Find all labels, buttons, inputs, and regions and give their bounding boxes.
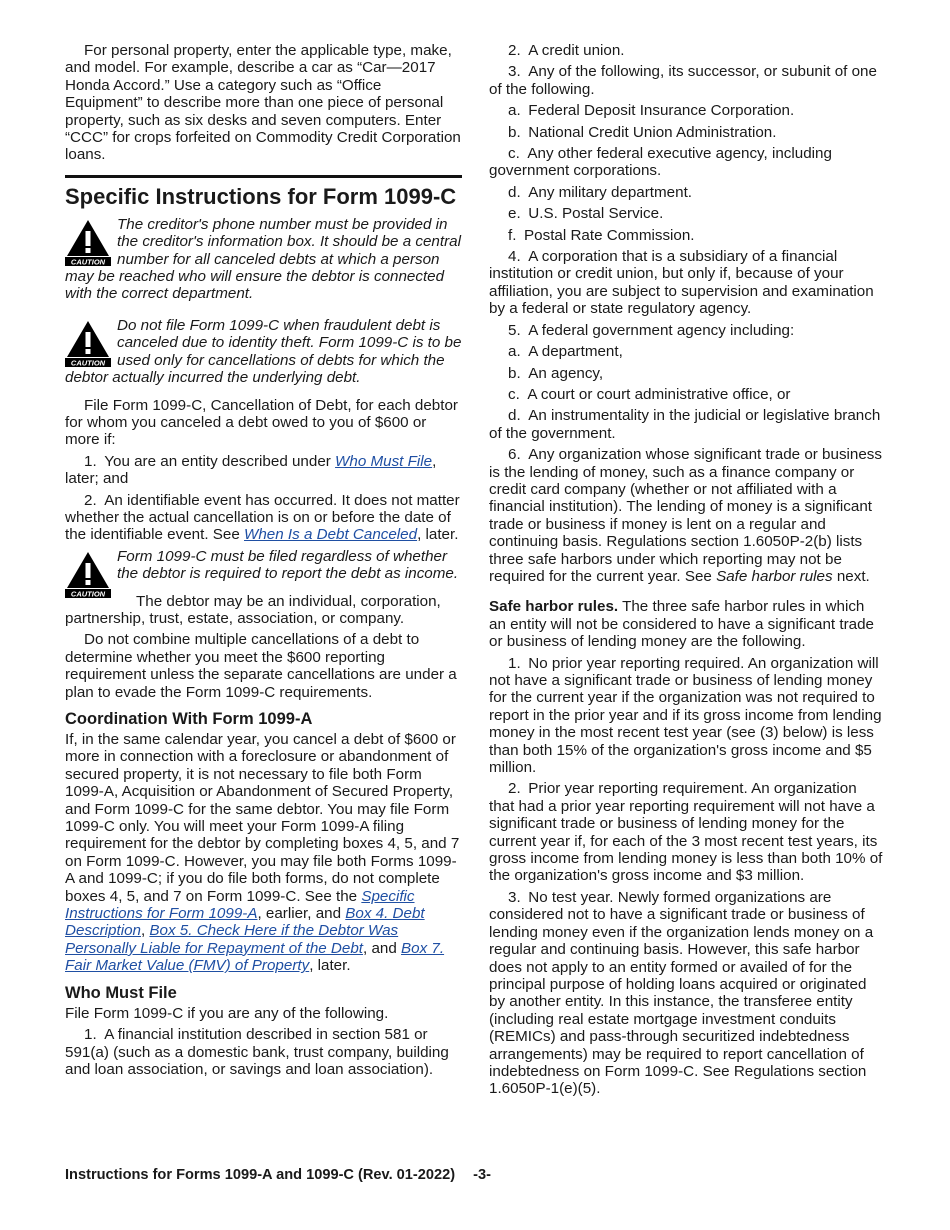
caution-icon xyxy=(65,319,111,367)
who-must-file-link[interactable]: Who Must File xyxy=(335,452,433,470)
who-list-item-2: 2. A credit union. xyxy=(508,42,625,59)
svg-text:CAUTION: CAUTION xyxy=(70,358,106,367)
caution-note-2 xyxy=(65,317,462,387)
safe-harbor-rule-2: 2. Prior year reporting requirement. An organization that had a prior year reporting requirement will not have a significant trade or business of lending money for the current year if, for each of the 3 most recent test years, its gross income from lending money is less than both 10% of the organization's gross income and $3 million. xyxy=(489,780,883,885)
coordination-heading: Coordination With Form 1099-A xyxy=(65,710,313,728)
page-footer xyxy=(65,1167,491,1184)
debtor-paragraph: The debtor may be an individual, corporation, partnership, trust, estate, association, or company. xyxy=(65,592,441,627)
who-list-item-5b: b. An agency, xyxy=(508,364,604,382)
who-list-item-3e: e. U.S. Postal Service. xyxy=(508,205,664,223)
who-list-item-5a: a. A department, xyxy=(508,343,623,361)
svg-text:CAUTION: CAUTION xyxy=(70,257,106,266)
caution-text-2: Do not file Form 1099-C when fraudulent debt is canceled due to identity theft. Form 1099-C is to be used only for cancellations of debts for which the debtor actually incurred the underlying debt. xyxy=(65,316,462,387)
safe-harbor-label: Safe harbor rules. xyxy=(489,598,619,616)
specific-instructions-1099a-link[interactable]: Specific Instructions for Form 1099-A xyxy=(65,887,415,923)
footer-title: Instructions for Forms 1099-A and 1099-C (Rev. 01-2022) xyxy=(65,1167,456,1183)
safe-harbor-rule-3: 3. No test year. Newly formed organizations are considered not to have a significant trade or business of lending money even if the organization lends money on a regular and continuing basis. However, this safe harbor does not apply to an entity formed or availed of for the principal purpose of holding loans acquired or originated by another entity. In this instance, the transferee entity (including real estate mortgage investment conduits (REMICs) and pass-through securitized indebtedness arrangements) may be required to report cancellation of indebtedness on Form 1099-C. See Regulations section 1.6050P-1(e)(5). xyxy=(489,888,874,1098)
list-item-2: 2. An identifiable event has occurred. It does not matter whether the actual cancellation is on or before the date of the identifiable event. See When Is a Debt Canceled, later. xyxy=(65,491,460,544)
svg-text:CAUTION: CAUTION xyxy=(70,589,106,598)
who-list-item-3f: f. Postal Rate Commission. xyxy=(508,226,695,244)
who-list-item-5c: c. A court or court administrative office, or xyxy=(508,385,791,403)
who-list-item-5d: d. An instrumentality in the judicial or legislative branch of the government. xyxy=(489,407,881,442)
who-list-item-3b: b. National Credit Union Administration. xyxy=(508,123,777,141)
who-must-file-paragraph: File Form 1099-C if you are any of the following. xyxy=(65,1004,389,1022)
who-list-item-4: 4. A corporation that is a subsidiary of a financial institution or credit union, but only if, because of your affiliation, you are subject to supervision and examination by a federal or state regulatory agency. xyxy=(489,248,874,318)
who-list-item-3c: c. Any other federal executive agency, including government corporations. xyxy=(489,145,832,180)
caution-icon xyxy=(65,550,111,598)
page-number: -3- xyxy=(473,1167,491,1183)
box7-link[interactable]: Box 7. Fair Market Value (FMV) of Property xyxy=(65,939,445,975)
who-list-item-1: 1. A financial institution described in section 581 or 591(a) (such as a domestic bank, trust company, building and loan association, or savings and loan association). xyxy=(65,1026,449,1078)
box5-link[interactable]: Box 5. Check Here if the Debtor Was Personally Liable for Repayment of the Debt xyxy=(65,922,399,957)
file-form-paragraph: File Form 1099-C, Cancellation of Debt, for each debtor for whom you canceled a debt owed to you of $600 or more if: xyxy=(65,396,458,449)
section-heading: Specific Instructions for Form 1099-C xyxy=(65,183,457,209)
caution-icon xyxy=(65,218,111,266)
caution-text-3: Form 1099-C must be filed regardless of whether the debtor is required to report the debt as income. xyxy=(117,547,459,583)
box4-link[interactable]: Box 4. Debt Description xyxy=(65,905,425,940)
safe-harbor-paragraph: Safe harbor rules. The three safe harbor rules in which an entity will not be considered to have a significant trade or business of lending money are the following. xyxy=(489,598,874,651)
left-column xyxy=(65,42,462,1082)
caution-note-1 xyxy=(65,216,462,303)
intro-paragraph: For personal property, enter the applicable type, make, and model. For example, describe a car as “Car—2017 Honda Accord.” Use a category such as “Office Equipment” to describe more than one piece of personal property, such as six desks and seven computers. Enter “CCC” for crops forfeited on Commodity Credit Corporation loans. xyxy=(65,42,461,164)
caution-note-3 xyxy=(65,547,462,598)
caution-text-1: The creditor's phone number must be provided in the creditor's information box. It should be a central number for all canceled debts at which a person may be reached who will ensure the debtor is connected with the correct department. xyxy=(65,215,461,303)
who-list-item-6: 6. Any organization whose significant trade or business is the lending of money, such as a finance company or credit card company (whether or not affiliated with a financial institution). The lending of money is a significant trade or business if money is lent on a regular and continuing basis. Regulations section 1.6050P-2(b) lists three safe harbors under which reporting may not be required for the current year. See Safe harbor rules next. xyxy=(489,446,882,585)
safe-harbor-rule-1: 1. No prior year reporting required. An organization will not have a significant trade or business of lending money for the current year if the organization was not required to report in the prior year and if its gross income from lending money in the most recent test year (see (3) below) is less than both 15% of the organization's gross income and $5 million. xyxy=(489,654,882,777)
right-column xyxy=(489,42,884,1102)
who-must-file-heading: Who Must File xyxy=(65,983,177,1002)
debt-canceled-link[interactable]: When Is a Debt Canceled xyxy=(244,526,418,544)
combine-paragraph: Do not combine multiple cancellations of a debt to determine whether you meet the $600 reporting requirement unless the separate cancellations are under a plan to evade the Form 1099-C requirements. xyxy=(65,631,457,701)
coordination-paragraph: If, in the same calendar year, you cancel a debt of $600 or more in connection with a foreclosure or abandonment of secured property, it is not necessary to file both Form 1099-A, Acquisition or Abandonment of Secured Property, and Form 1099-C for the same debtor. You may file Form 1099-C only. You will meet your Form 1099-A filing requirement for the debtor by completing boxes 4, 5, and 7 on Form 1099-C. However, you may file both Forms 1099-A and 1099-C; if you do file both forms, do not complete boxes 4, 5, and 7 on Form 1099-C. See the Specific Instructions for Form 1099-A, earlier, and Box 4. Debt Description, Box 5. Check Here if the Debtor Was Personally Liable for Repayment of the Debt, and Box 7. Fair Market Value (FMV) of Property, later. xyxy=(65,731,460,975)
who-list-item-3a: a. Federal Deposit Insurance Corporation. xyxy=(508,102,795,120)
list-item-1: 1. You are an entity described under Who Must File, later; and xyxy=(65,452,437,488)
section-divider xyxy=(65,175,462,178)
who-list-item-5: 5. A federal government agency including: xyxy=(508,321,795,339)
who-list-item-3d: d. Any military department. xyxy=(508,183,693,201)
who-list-item-3: 3. Any of the following, its successor, or subunit of one of the following. xyxy=(489,63,877,98)
